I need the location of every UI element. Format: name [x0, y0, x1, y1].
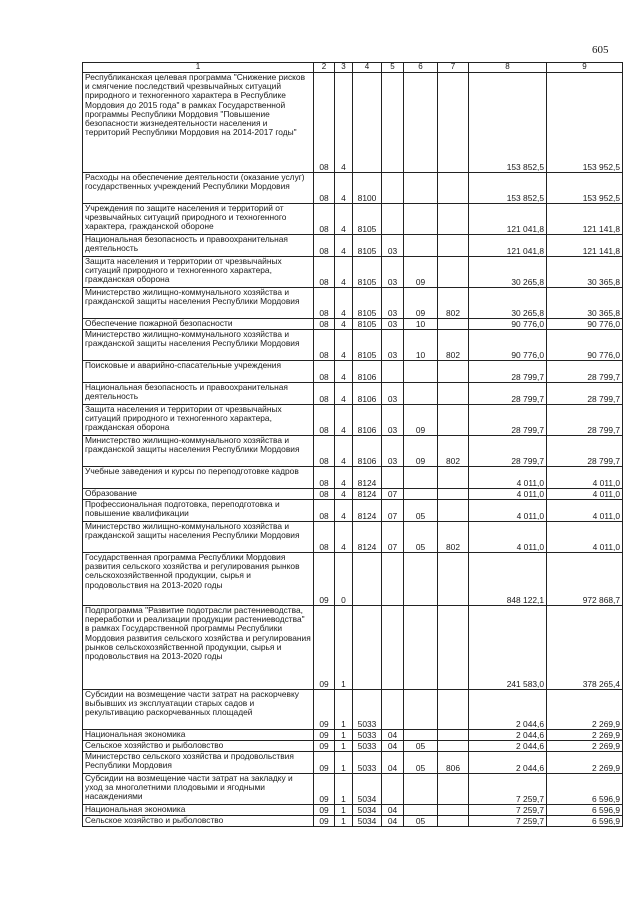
code-cell: 1	[335, 815, 353, 826]
column-header: 4	[353, 63, 382, 73]
column-header: 3	[335, 63, 353, 73]
code-cell: 08	[314, 466, 335, 488]
code-cell	[404, 234, 438, 256]
amount-cell: 4 011,0	[547, 521, 623, 552]
row-name: Защита населения и территории от чрезвычайных ситуаций природного и техногенного характера, гражданская оборона	[83, 256, 314, 287]
amount-cell: 28 799,7	[469, 360, 547, 382]
row-name: Министерство жилищно-коммунального хозяйства и гражданской защиты населения Республики Мордовия	[83, 329, 314, 360]
code-cell: 4	[335, 521, 353, 552]
code-cell: 05	[404, 740, 438, 751]
code-cell	[404, 605, 438, 689]
code-cell: 03	[382, 329, 404, 360]
column-header: 6	[404, 63, 438, 73]
table-row	[83, 815, 623, 826]
code-cell: 10	[404, 318, 438, 329]
code-cell	[382, 689, 404, 729]
code-cell: 4	[335, 234, 353, 256]
amount-cell: 2 044,6	[469, 689, 547, 729]
code-cell	[404, 488, 438, 499]
code-cell	[438, 466, 469, 488]
code-cell: 09	[404, 256, 438, 287]
row-name: Субсидии на возмещение части затрат на раскорчевку выбывших из эксплуатации старых садов и рекультивацию раскорчеванных площадей	[83, 689, 314, 729]
code-cell: 802	[438, 329, 469, 360]
code-cell: 4	[335, 404, 353, 435]
code-cell: 09	[314, 815, 335, 826]
code-cell: 08	[314, 256, 335, 287]
code-cell	[353, 605, 382, 689]
code-cell: 4	[335, 435, 353, 466]
table-row	[83, 203, 623, 234]
code-cell: 0	[335, 552, 353, 605]
table-row	[83, 234, 623, 256]
code-cell	[404, 382, 438, 404]
amount-cell: 2 269,9	[547, 751, 623, 773]
code-cell: 09	[404, 287, 438, 318]
row-name: Национальная безопасность и правоохранительная деятельность	[83, 234, 314, 256]
table-row	[83, 329, 623, 360]
amount-cell: 378 265,4	[547, 605, 623, 689]
amount-cell: 7 259,7	[469, 773, 547, 804]
column-header: 7	[438, 63, 469, 73]
code-cell: 04	[382, 815, 404, 826]
code-cell: 04	[382, 729, 404, 740]
row-name: Расходы на обеспечение деятельности (оказание услуг) государственных учреждений Республики Мордовия	[83, 172, 314, 203]
row-name: Защита населения и территории от чрезвычайных ситуаций природного и техногенного характера, гражданская оборона	[83, 404, 314, 435]
amount-cell: 2 269,9	[547, 740, 623, 751]
header-row	[83, 63, 623, 73]
amount-cell: 2 269,9	[547, 729, 623, 740]
code-cell	[438, 404, 469, 435]
row-name: Обеспечение пожарной безопасности	[83, 318, 314, 329]
amount-cell: 153 852,5	[469, 172, 547, 203]
amount-cell: 121 141,8	[547, 234, 623, 256]
amount-cell: 28 799,7	[547, 382, 623, 404]
row-name: Сельское хозяйство и рыболовство	[83, 815, 314, 826]
code-cell	[438, 172, 469, 203]
amount-cell: 4 011,0	[469, 499, 547, 521]
table-row	[83, 435, 623, 466]
code-cell: 04	[382, 751, 404, 773]
code-cell: 1	[335, 729, 353, 740]
code-cell	[438, 729, 469, 740]
code-cell	[382, 172, 404, 203]
code-cell: 4	[335, 488, 353, 499]
code-cell	[404, 203, 438, 234]
amount-cell: 6 596,9	[547, 815, 623, 826]
code-cell: 8105	[353, 256, 382, 287]
code-cell: 806	[438, 751, 469, 773]
table-row	[83, 773, 623, 804]
row-name: Подпрограмма "Развитие подотрасли растениеводства, переработки и реализации продукции растениеводства" в рамках Государственной программы Республики Мордовия развития сельского хозяйства и регулирования рынков сельскохозяйственной продукции, сырья и продовольствия на 2013-2020 годы	[83, 605, 314, 689]
code-cell: 07	[382, 521, 404, 552]
code-cell: 1	[335, 751, 353, 773]
code-cell	[438, 740, 469, 751]
code-cell	[438, 318, 469, 329]
code-cell: 03	[382, 287, 404, 318]
amount-cell: 153 952,5	[547, 172, 623, 203]
amount-cell: 30 265,8	[469, 256, 547, 287]
code-cell: 1	[335, 689, 353, 729]
table-row	[83, 521, 623, 552]
code-cell: 03	[382, 435, 404, 466]
code-cell: 04	[382, 804, 404, 815]
row-name: Государственная программа Республики Мордовия развития сельского хозяйства и регулирования рынков сельскохозяйственной продукции, сырья и продовольствия на 2013-2020 годы	[83, 552, 314, 605]
code-cell: 4	[335, 287, 353, 318]
code-cell: 05	[404, 751, 438, 773]
amount-cell: 2 269,9	[547, 689, 623, 729]
code-cell: 08	[314, 404, 335, 435]
code-cell	[404, 466, 438, 488]
row-name: Поисковые и аварийно-спасательные учреждения	[83, 360, 314, 382]
amount-cell: 153 852,5	[469, 72, 547, 172]
code-cell: 8106	[353, 404, 382, 435]
code-cell: 09	[314, 751, 335, 773]
code-cell: 08	[314, 521, 335, 552]
amount-cell: 121 141,8	[547, 203, 623, 234]
row-name: Субсидии на возмещение части затрат на закладку и уход за многолетними плодовыми и ягодными насаждениями	[83, 773, 314, 804]
code-cell: 4	[335, 329, 353, 360]
code-cell	[438, 203, 469, 234]
column-header: 8	[469, 63, 547, 73]
amount-cell: 6 596,9	[547, 804, 623, 815]
code-cell	[438, 804, 469, 815]
amount-cell: 28 799,7	[547, 360, 623, 382]
code-cell: 8100	[353, 172, 382, 203]
code-cell	[404, 689, 438, 729]
code-cell	[382, 605, 404, 689]
row-name: Министерство сельского хозяйства и продовольствия Республики Мордовия	[83, 751, 314, 773]
code-cell: 8106	[353, 360, 382, 382]
amount-cell: 30 365,8	[547, 256, 623, 287]
table-row	[83, 740, 623, 751]
code-cell: 5034	[353, 804, 382, 815]
row-name: Национальная экономика	[83, 729, 314, 740]
amount-cell: 28 799,7	[469, 382, 547, 404]
code-cell: 03	[382, 234, 404, 256]
code-cell	[404, 804, 438, 815]
table-row	[83, 751, 623, 773]
column-header: 2	[314, 63, 335, 73]
code-cell	[438, 815, 469, 826]
code-cell: 802	[438, 435, 469, 466]
code-cell	[382, 773, 404, 804]
code-cell	[438, 72, 469, 172]
code-cell: 5034	[353, 773, 382, 804]
code-cell: 4	[335, 203, 353, 234]
code-cell: 1	[335, 804, 353, 815]
table-row	[83, 466, 623, 488]
code-cell	[404, 360, 438, 382]
code-cell	[382, 360, 404, 382]
amount-cell: 121 041,8	[469, 234, 547, 256]
table-row	[83, 318, 623, 329]
table-row	[83, 287, 623, 318]
code-cell: 4	[335, 382, 353, 404]
code-cell	[438, 382, 469, 404]
code-cell: 802	[438, 521, 469, 552]
code-cell: 08	[314, 172, 335, 203]
amount-cell: 4 011,0	[469, 521, 547, 552]
code-cell: 08	[314, 287, 335, 318]
amount-cell: 2 044,6	[469, 740, 547, 751]
code-cell	[404, 773, 438, 804]
row-name: Министерство жилищно-коммунального хозяйства и гражданской защиты населения Республики Мордовия	[83, 521, 314, 552]
amount-cell: 7 259,7	[469, 815, 547, 826]
code-cell: 07	[382, 499, 404, 521]
budget-table	[82, 62, 623, 827]
code-cell: 03	[382, 404, 404, 435]
code-cell: 4	[335, 466, 353, 488]
row-name: Национальная безопасность и правоохранительная деятельность	[83, 382, 314, 404]
amount-cell: 28 799,7	[547, 404, 623, 435]
code-cell	[438, 605, 469, 689]
code-cell	[353, 552, 382, 605]
code-cell: 03	[382, 318, 404, 329]
row-name: Республиканская целевая программа "Снижение рисков и смягчение последствий чрезвычайных ситуаций природного и техногенного характера в Республике Мордовия до 2015 года" в рамках Государственной программы Республики Мордовия "Повышение безопасности жизнедеятельности населения и территорий Республики Мордовия на 2014-2017 годы"	[83, 72, 314, 172]
code-cell: 8106	[353, 382, 382, 404]
row-name: Сельское хозяйство и рыболовство	[83, 740, 314, 751]
code-cell: 05	[404, 499, 438, 521]
code-cell	[438, 488, 469, 499]
code-cell: 5033	[353, 740, 382, 751]
amount-cell: 2 044,6	[469, 751, 547, 773]
table-row	[83, 689, 623, 729]
code-cell	[382, 466, 404, 488]
code-cell: 09	[404, 404, 438, 435]
code-cell: 5033	[353, 729, 382, 740]
table-row	[83, 729, 623, 740]
amount-cell: 972 868,7	[547, 552, 623, 605]
code-cell: 8124	[353, 499, 382, 521]
code-cell: 8124	[353, 466, 382, 488]
table-row	[83, 605, 623, 689]
code-cell	[438, 360, 469, 382]
amount-cell: 90 776,0	[547, 318, 623, 329]
amount-cell: 4 011,0	[547, 488, 623, 499]
table-row	[83, 488, 623, 499]
code-cell: 802	[438, 287, 469, 318]
code-cell: 1	[335, 740, 353, 751]
code-cell: 8105	[353, 318, 382, 329]
amount-cell: 90 776,0	[469, 318, 547, 329]
amount-cell: 6 596,9	[547, 773, 623, 804]
code-cell	[404, 172, 438, 203]
code-cell	[382, 203, 404, 234]
code-cell: 03	[382, 382, 404, 404]
code-cell	[404, 72, 438, 172]
amount-cell: 28 799,7	[469, 435, 547, 466]
amount-cell: 4 011,0	[547, 499, 623, 521]
code-cell	[382, 72, 404, 172]
code-cell: 4	[335, 318, 353, 329]
amount-cell: 90 776,0	[547, 329, 623, 360]
table-row	[83, 72, 623, 172]
column-header: 1	[83, 63, 314, 73]
amount-cell: 241 583,0	[469, 605, 547, 689]
amount-cell: 4 011,0	[469, 466, 547, 488]
code-cell: 8124	[353, 488, 382, 499]
amount-cell: 7 259,7	[469, 804, 547, 815]
code-cell: 10	[404, 329, 438, 360]
code-cell: 09	[314, 605, 335, 689]
row-name: Учреждения по защите населения и территорий от чрезвычайных ситуаций природного и техногенного характера, гражданской обороне	[83, 203, 314, 234]
code-cell: 5033	[353, 689, 382, 729]
code-cell: 08	[314, 72, 335, 172]
code-cell: 4	[335, 256, 353, 287]
row-name: Образование	[83, 488, 314, 499]
code-cell	[438, 773, 469, 804]
code-cell: 1	[335, 773, 353, 804]
code-cell: 09	[314, 689, 335, 729]
code-cell: 08	[314, 234, 335, 256]
code-cell	[404, 729, 438, 740]
code-cell: 08	[314, 435, 335, 466]
code-cell: 8105	[353, 329, 382, 360]
code-cell: 08	[314, 360, 335, 382]
code-cell	[382, 552, 404, 605]
amount-cell: 90 776,0	[469, 329, 547, 360]
table-row	[83, 360, 623, 382]
code-cell: 04	[382, 740, 404, 751]
code-cell: 09	[314, 552, 335, 605]
code-cell: 5034	[353, 815, 382, 826]
code-cell: 07	[382, 488, 404, 499]
code-cell: 8124	[353, 521, 382, 552]
page-number: 605	[592, 44, 609, 56]
amount-cell: 28 799,7	[547, 435, 623, 466]
code-cell: 8105	[353, 234, 382, 256]
column-header: 9	[547, 63, 623, 73]
code-cell	[438, 234, 469, 256]
code-cell: 08	[314, 318, 335, 329]
table-row	[83, 404, 623, 435]
code-cell: 08	[314, 382, 335, 404]
code-cell: 08	[314, 329, 335, 360]
code-cell: 09	[314, 773, 335, 804]
code-cell: 4	[335, 360, 353, 382]
amount-cell: 30 265,8	[469, 287, 547, 318]
amount-cell: 121 041,8	[469, 203, 547, 234]
row-name: Учебные заведения и курсы по переподготовке кадров	[83, 466, 314, 488]
row-name: Министерство жилищно-коммунального хозяйства и гражданской защиты населения Республики Мордовия	[83, 287, 314, 318]
amount-cell: 848 122,1	[469, 552, 547, 605]
amount-cell: 2 044,6	[469, 729, 547, 740]
amount-cell: 153 952,5	[547, 72, 623, 172]
row-name: Национальная экономика	[83, 804, 314, 815]
amount-cell: 4 011,0	[469, 488, 547, 499]
table-row	[83, 552, 623, 605]
code-cell: 09	[314, 804, 335, 815]
code-cell: 4	[335, 172, 353, 203]
code-cell: 4	[335, 72, 353, 172]
code-cell: 08	[314, 499, 335, 521]
code-cell: 05	[404, 815, 438, 826]
code-cell	[438, 256, 469, 287]
code-cell: 03	[382, 256, 404, 287]
table-row	[83, 499, 623, 521]
code-cell: 09	[404, 435, 438, 466]
code-cell	[353, 72, 382, 172]
code-cell	[438, 499, 469, 521]
code-cell: 09	[314, 740, 335, 751]
amount-cell: 28 799,7	[469, 404, 547, 435]
table-row	[83, 172, 623, 203]
code-cell: 8105	[353, 287, 382, 318]
code-cell	[438, 552, 469, 605]
code-cell: 08	[314, 488, 335, 499]
amount-cell: 4 011,0	[547, 466, 623, 488]
code-cell: 8106	[353, 435, 382, 466]
amount-cell: 30 365,8	[547, 287, 623, 318]
code-cell: 4	[335, 499, 353, 521]
code-cell: 8105	[353, 203, 382, 234]
code-cell: 08	[314, 203, 335, 234]
code-cell: 1	[335, 605, 353, 689]
code-cell: 05	[404, 521, 438, 552]
table-row	[83, 804, 623, 815]
row-name: Министерство жилищно-коммунального хозяйства и гражданской защиты населения Республики Мордовия	[83, 435, 314, 466]
code-cell: 09	[314, 729, 335, 740]
row-name: Профессиональная подготовка, переподготовка и повышение квалификации	[83, 499, 314, 521]
table-row	[83, 256, 623, 287]
table-row	[83, 382, 623, 404]
code-cell: 5033	[353, 751, 382, 773]
code-cell	[404, 552, 438, 605]
column-header: 5	[382, 63, 404, 73]
code-cell	[438, 689, 469, 729]
